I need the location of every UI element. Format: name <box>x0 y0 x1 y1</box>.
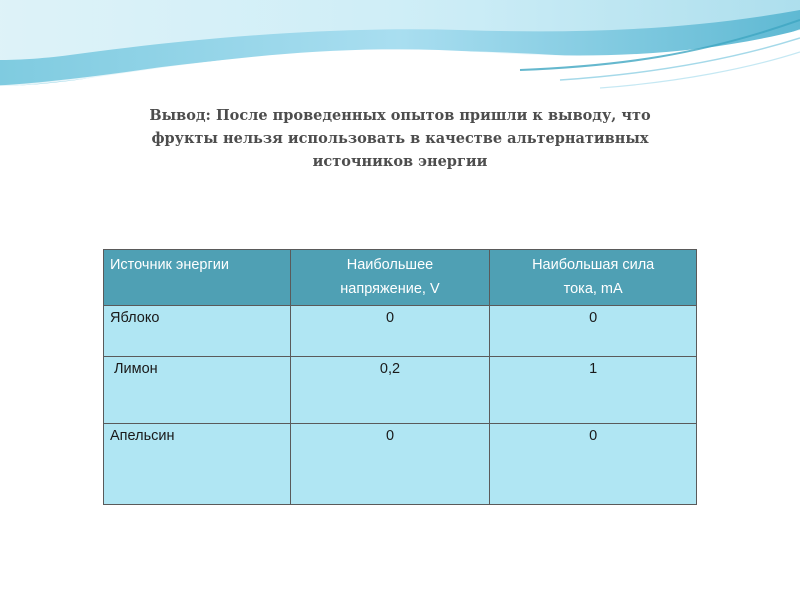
cell-voltage: 0,2 <box>290 357 490 424</box>
header-max-current-line-1: Наибольшая сила <box>532 257 655 273</box>
table-row <box>104 306 697 357</box>
header-max-voltage-line-1: Наибольшее <box>346 257 434 273</box>
header-max-current-line-2: тока, mA <box>563 281 623 297</box>
conclusion-line-1: Вывод: После проведенных опытов пришли к выводу, что <box>149 107 651 124</box>
conclusion-line-3: источников энергии <box>312 153 488 170</box>
header-max-voltage-line-2: напряжение, V <box>340 281 440 297</box>
energy-results-table <box>103 249 697 505</box>
cell-source-name: Апельсин <box>104 424 291 505</box>
header-max-current <box>490 250 697 306</box>
cell-current: 1 <box>490 357 697 424</box>
table-row <box>104 424 697 505</box>
table-row <box>104 357 697 424</box>
decorative-wave-banner <box>0 0 800 110</box>
cell-current: 0 <box>490 424 697 505</box>
cell-voltage: 0 <box>290 306 490 357</box>
conclusion-line-2: фрукты нельзя использовать в качестве альтернативных <box>151 130 649 147</box>
cell-voltage: 0 <box>290 424 490 505</box>
cell-source-name: Лимон <box>104 357 291 424</box>
cell-current: 0 <box>490 306 697 357</box>
conclusion-text <box>60 104 740 173</box>
table-header-row <box>104 250 697 306</box>
cell-source-name: Яблоко <box>104 306 291 357</box>
header-max-voltage <box>290 250 490 306</box>
header-energy-source-label: Источник энергии <box>110 257 229 273</box>
header-energy-source <box>104 250 291 306</box>
